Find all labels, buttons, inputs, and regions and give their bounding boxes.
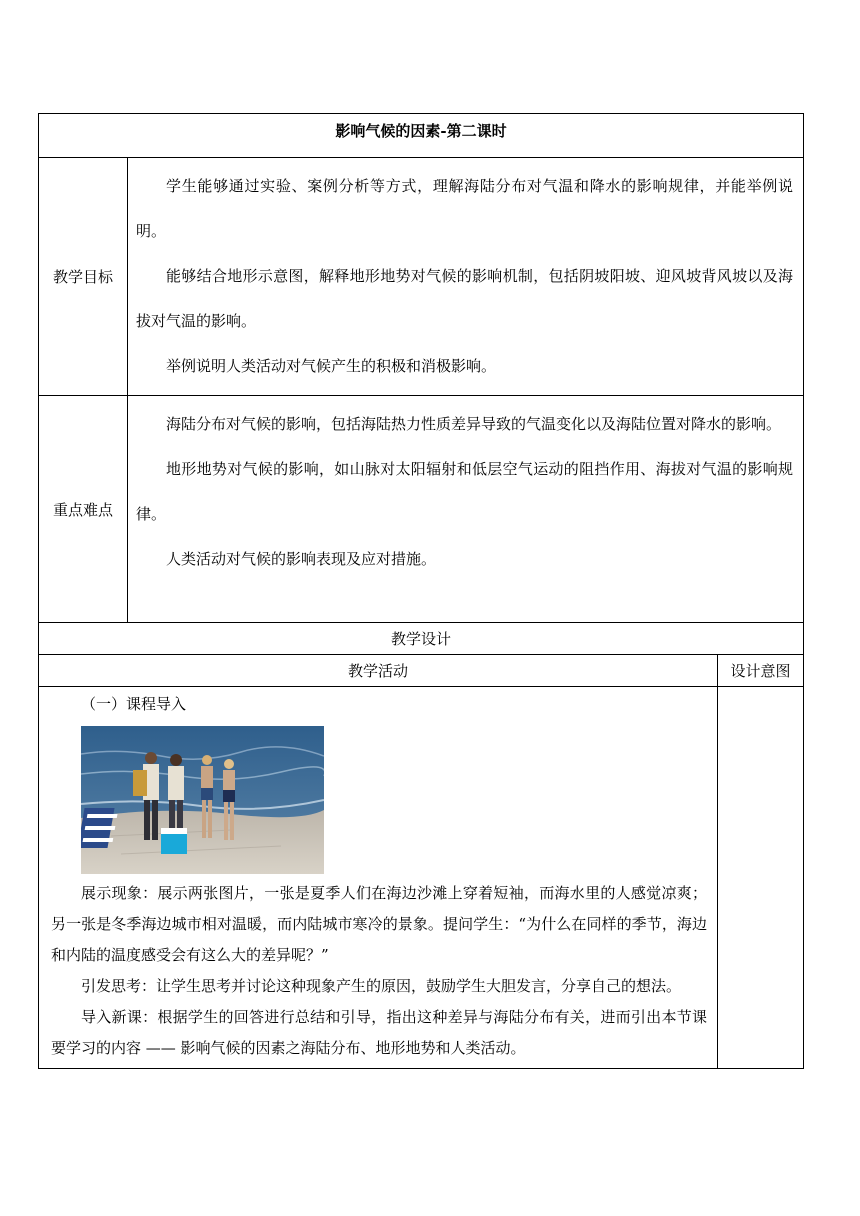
design-header: 教学设计 xyxy=(39,623,804,655)
section-title: （一）课程导入 xyxy=(81,695,187,713)
activity-paragraph: 导入新课：根据学生的回答进行总结和引导，指出这种差异与海陆分布有关，进而引出本节课要学习的内容 —— 影响气候的因素之海陆分布、地形地势和人类活动。 xyxy=(51,1008,707,1057)
activity-content xyxy=(39,687,718,1069)
activity-paragraph: 引发思考：让学生思考并讨论这种现象产生的原因，鼓励学生大胆发言，分享自己的想法。 xyxy=(81,977,682,995)
beach-photo xyxy=(81,726,324,874)
intent-header: 设计意图 xyxy=(718,655,804,687)
lesson-title: 影响气候的因素-第二课时 xyxy=(39,114,804,158)
objectives-content xyxy=(128,158,804,396)
key-point-paragraph: 海陆分布对气候的影响，包括海陆热力性质差异导致的气温变化以及海陆位置对降水的影响。 xyxy=(166,415,782,433)
objective-paragraph: 能够结合地形示意图，解释地形地势对气候的影响机制，包括阴坡阳坡、迎风坡背风坡以及海拔对气温的影响。 xyxy=(136,267,794,330)
key-points-content xyxy=(128,396,804,623)
intent-content xyxy=(718,687,804,1069)
lesson-plan-table xyxy=(38,113,804,1069)
objectives-label: 教学目标 xyxy=(39,158,128,396)
activity-paragraph: 展示现象：展示两张图片，一张是夏季人们在海边沙滩上穿着短袖，而海水里的人感觉凉爽；另一张是冬季海边城市相对温暖，而内陆城市寒冷的景象。提问学生：“为什么在同样的季节，海边和内陆的温度感受会有这么大的差异呢？” xyxy=(51,884,707,964)
key-points-label: 重点难点 xyxy=(39,396,128,623)
objective-paragraph: 举例说明人类活动对气候产生的积极和消极影响。 xyxy=(166,357,497,375)
activity-header: 教学活动 xyxy=(39,655,718,687)
objective-paragraph: 学生能够通过实验、案例分析等方式，理解海陆分布对气温和降水的影响规律，并能举例说明。 xyxy=(136,177,794,240)
key-point-paragraph: 人类活动对气候的影响表现及应对措施。 xyxy=(166,550,437,568)
key-point-paragraph: 地形地势对气候的影响，如山脉对太阳辐射和低层空气运动的阻挡作用、海拔对气温的影响规律。 xyxy=(136,460,794,523)
